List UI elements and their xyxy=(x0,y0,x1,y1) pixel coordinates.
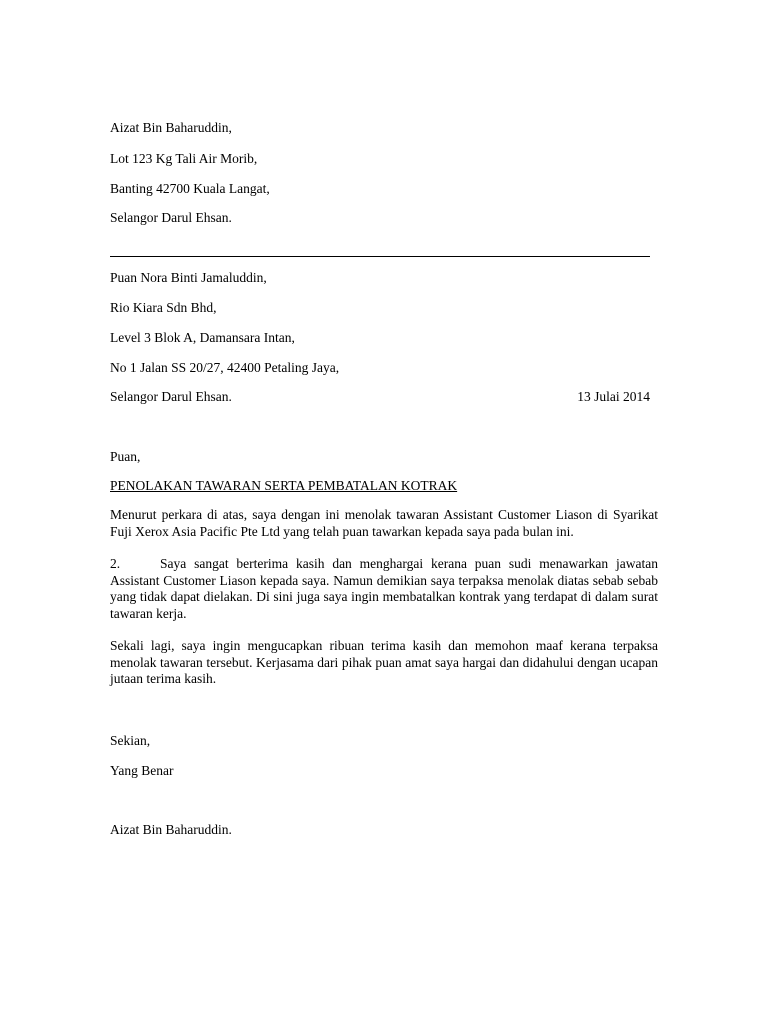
sender-address-line3: Selangor Darul Ehsan. xyxy=(110,210,232,225)
recipient-company: Rio Kiara Sdn Bhd, xyxy=(110,300,217,315)
paragraph-2-number: 2. xyxy=(110,556,121,571)
salutation: Puan, xyxy=(110,449,141,464)
letter-date: 13 Julai 2014 xyxy=(577,389,650,404)
separator-rule xyxy=(110,256,650,257)
paragraph-2 xyxy=(110,556,658,622)
sender-name: Aizat Bin Baharuddin, xyxy=(110,120,232,135)
paragraph-1: Menurut perkara di atas, saya dengan ini menolak tawaran Assistant Customer Liason di Syarikat Fuji Xerox Asia Pacific Pte Ltd yang telah puan tawarkan kepada saya pada bulan ini. xyxy=(110,507,658,539)
closing-yang-benar: Yang Benar xyxy=(110,763,174,778)
sender-address-line2: Banting 42700 Kuala Langat, xyxy=(110,181,270,196)
recipient-address-line2: No 1 Jalan SS 20/27, 42400 Petaling Jaya, xyxy=(110,360,340,375)
recipient-address-line1: Level 3 Blok A, Damansara Intan, xyxy=(110,330,295,345)
letter-subject: PENOLAKAN TAWARAN SERTA PEMBATALAN KOTRAK xyxy=(110,478,458,493)
paragraph-2-text: Saya sangat berterima kasih dan menghargai kerana puan sudi menawarkan jawatan Assistant Customer Liason kepada saya. Namun demikian saya terpaksa menolak diatas sebab sebab yang tidak dapat dielakan. Di sini juga saya ingin membatalkan kontrak yang terdapat di dalam surat tawaran kerja. xyxy=(110,556,658,621)
signature-name: Aizat Bin Baharuddin. xyxy=(110,822,232,837)
sender-address-line1: Lot 123 Kg Tali Air Morib, xyxy=(110,151,258,166)
recipient-name: Puan Nora Binti Jamaluddin, xyxy=(110,270,267,285)
recipient-address-line3: Selangor Darul Ehsan. xyxy=(110,389,232,404)
closing-sekian: Sekian, xyxy=(110,733,151,748)
paragraph-3: Sekali lagi, saya ingin mengucapkan ribuan terima kasih dan memohon maaf kerana terpaksa menolak tawaran tersebut. Kerjasama dari pihak puan amat saya hargai dan didahului dengan ucapan jutaan terima kasih. xyxy=(110,638,658,686)
